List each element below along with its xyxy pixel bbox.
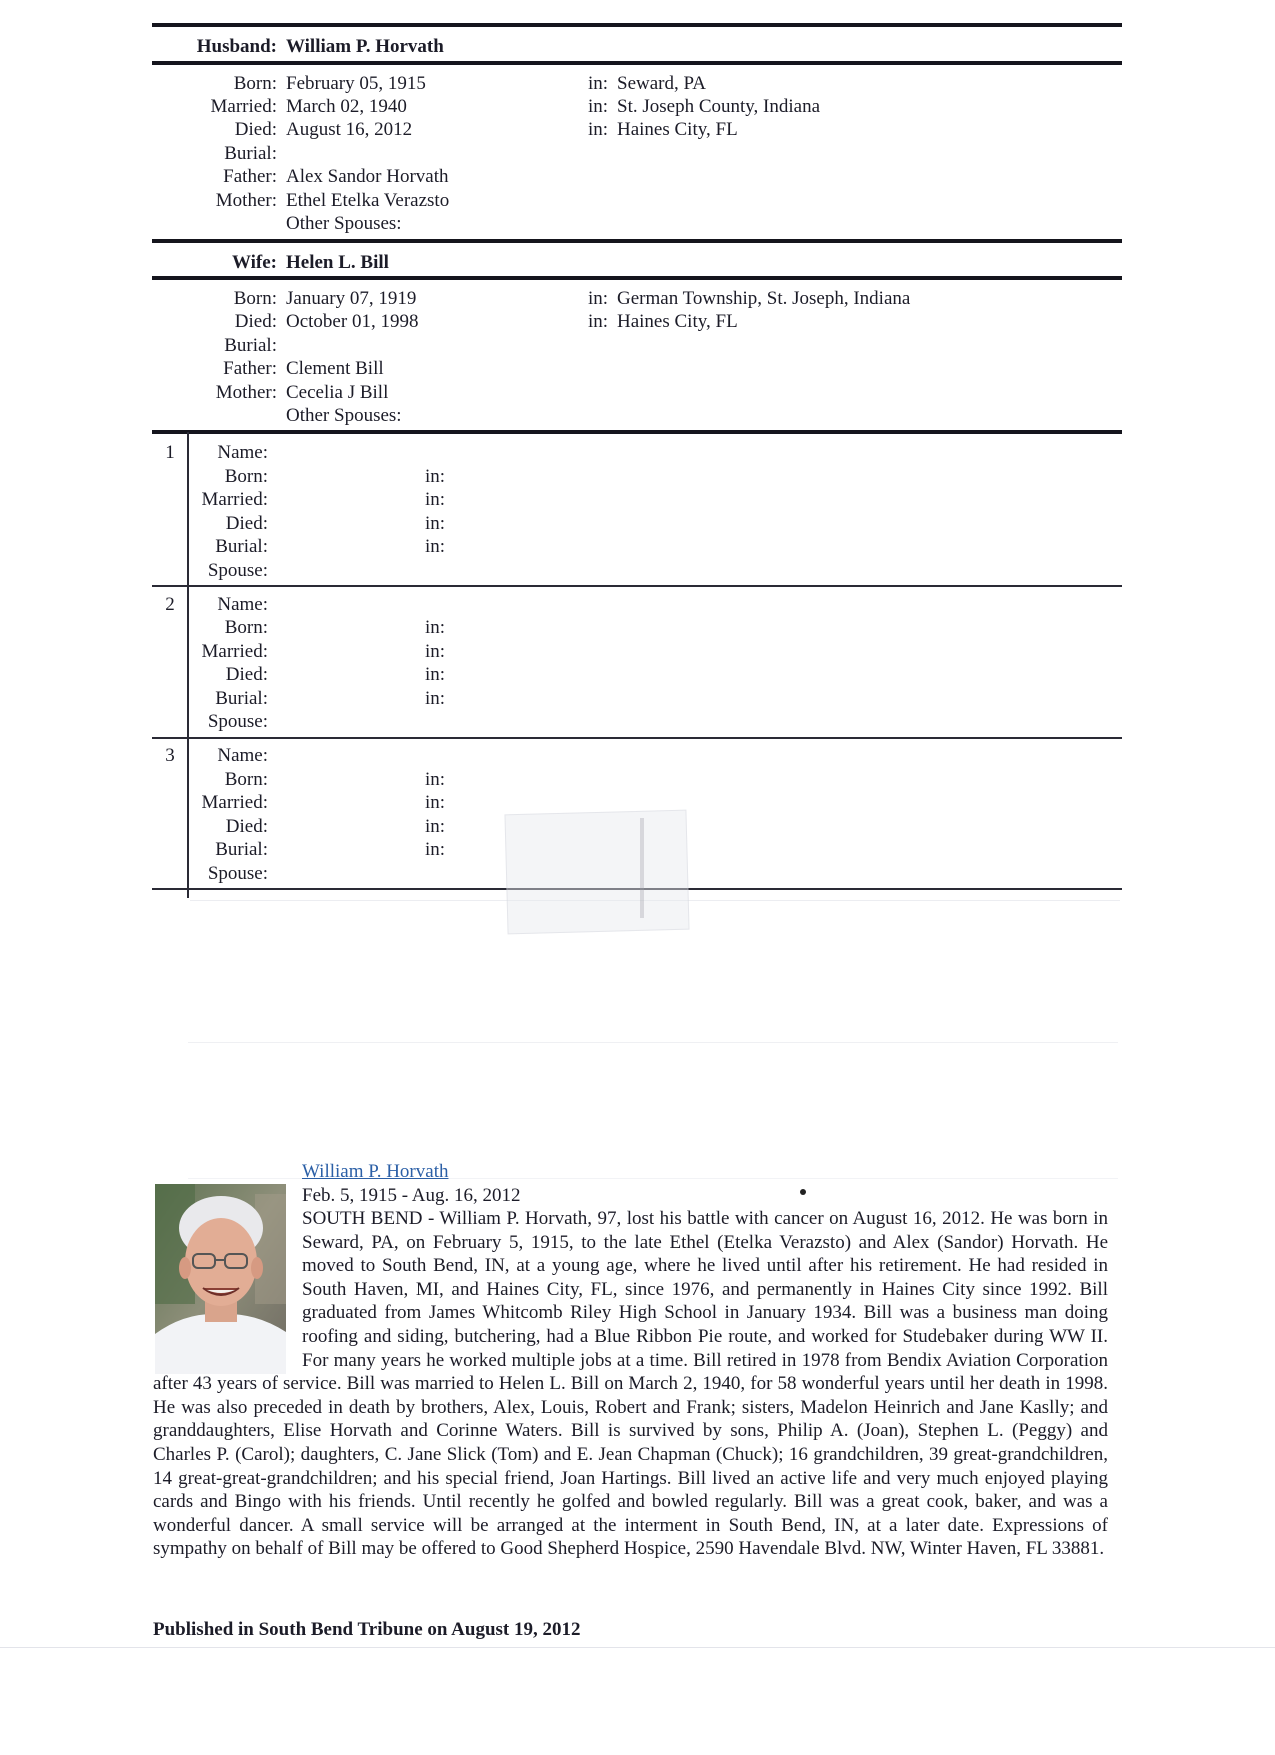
child-2-died-in: in: (425, 664, 446, 685)
husband-died-label: Died: (234, 119, 277, 140)
child-1-spouse-label: Spouse: (207, 560, 268, 581)
husband-born-label: Born: (233, 73, 277, 94)
wife-died-label: Died: (234, 311, 277, 332)
child-1-name-label: Name: (217, 442, 268, 463)
husband-born-in-label: in: (588, 73, 609, 94)
wife-name: Helen L. Bill (286, 252, 389, 273)
child-2-spouse-label: Spouse: (207, 711, 268, 732)
wife-died-in-label: in: (588, 311, 609, 332)
child-1-married-in: in: (425, 489, 446, 510)
child-1-number: 1 (165, 442, 175, 463)
child-1-born-label: Born: (224, 466, 268, 487)
tape-crease (640, 818, 644, 918)
wife-father: Clement Bill (286, 358, 384, 379)
wife-father-label: Father: (223, 358, 277, 379)
husband-bottom-rule (152, 61, 1122, 65)
child-3-burial-in: in: (425, 839, 446, 860)
child-3-married-in: in: (425, 792, 446, 813)
husband-married-place: St. Joseph County, Indiana (617, 96, 821, 117)
husband-name: William P. Horvath (286, 36, 444, 57)
child-1-married-label: Married: (201, 489, 268, 510)
wife-born-in-label: in: (588, 288, 609, 309)
wife-header-label: Wife: (231, 252, 277, 273)
child-3-number: 3 (165, 745, 175, 766)
child-2-born-in: in: (425, 617, 446, 638)
wife-top-rule (152, 239, 1122, 243)
child-3-born-in: in: (425, 769, 446, 790)
husband-father-label: Father: (223, 166, 277, 187)
children-top-rule (152, 430, 1122, 434)
husband-burial-label: Burial: (224, 143, 277, 164)
obituary-body (153, 1207, 1108, 1561)
husband-married-label: Married: (210, 96, 277, 117)
scan-bottom-edge (0, 1647, 1275, 1648)
obituary-dates: Feb. 5, 1915 - Aug. 16, 2012 (302, 1185, 521, 1206)
child-2-burial-in: in: (425, 688, 446, 709)
child-3-burial-label: Burial: (215, 839, 268, 860)
child-3-died-label: Died: (225, 816, 268, 837)
child-2-divider (152, 737, 1122, 739)
child-1-divider (152, 585, 1122, 587)
husband-died-date: August 16, 2012 (286, 119, 413, 140)
child-2-married-in: in: (425, 641, 446, 662)
husband-born-date: February 05, 1915 (286, 73, 426, 94)
obituary-name-link[interactable]: William P. Horvath (302, 1161, 449, 1182)
obituary-body-text: SOUTH BEND - William P. Horvath, 97, lost his battle with cancer on August 16, 2012. He was born in Seward, PA, on February 5, 1915, to the late Ethel (Etelka Verazsto) and Alex (Sandor) Horvath. He moved to South Bend, IN, at a young age, where he lived until after his retirement. He had resided in South Haven, MI, and Haines City, FL, since 1976, and permanently in Haines City since 1992. Bill graduated from James Whitcomb Riley High School in January 1934. Bill was a business man doing roofing and siding, butchering, had a Blue Ribbon Pie route, and worked for Studebaker during WW II. For many years he worked multiple jobs at a time. Bill retired in 1978 from Bendix Aviation Corporation after 43 years of service. Bill was married to Helen L. Bill on March 2, 1940, for 58 wonderful years until her death in 1998. He was also preceded in death by brothers, Alex, Louis, Robert and Frank; sisters, Madelon Heinrich and Jane Kaslly; and granddaughters, Elise Horvath and Corinne Waters. Bill is survived by sons, Philip A. (Joan), Stephen L. (Peggy) and Charles P. (Carol); daughters, C. Jane Slick (Tom) and E. Jean Chapman (Chuck); 16 grandchildren, 39 great-grandchildren, 14 great-great-grandchildren; and his special friend, Joan Hartings. Bill lived an active life and very much enjoyed playing cards and Bingo with his friends. Until recently he golfed and bowled regularly. Bill was a great cook, baker, and was a wonderful dancer. A small service will be arranged at the interment in South Bend, IN, at a later date. Expressions of sympathy on behalf of Bill may be offered to Good Shepherd Hospice, 2590 Havendale Blvd. NW, Winter Haven, FL 33881. (153, 1208, 1108, 1560)
wife-mother-label: Mother: (215, 382, 277, 403)
wife-born-label: Born: (233, 288, 277, 309)
wife-died-date: October 01, 1998 (286, 311, 419, 332)
husband-died-in-label: in: (588, 119, 609, 140)
child-2-born-label: Born: (224, 617, 268, 638)
child-2-died-label: Died: (225, 664, 268, 685)
wife-mother: Cecelia J Bill (286, 382, 389, 403)
husband-born-place: Seward, PA (617, 73, 707, 94)
child-2-burial-label: Burial: (215, 688, 268, 709)
wife-born-date: January 07, 1919 (286, 288, 417, 309)
child-3-died-in: in: (425, 816, 446, 837)
wife-bottom-rule (152, 276, 1122, 280)
husband-died-place: Haines City, FL (617, 119, 738, 140)
child-3-married-label: Married: (201, 792, 268, 813)
husband-top-rule (152, 23, 1122, 27)
tape-piece (504, 810, 689, 935)
child-1-born-in: in: (425, 466, 446, 487)
child-1-burial-label: Burial: (215, 536, 268, 557)
child-2-number: 2 (165, 594, 175, 615)
child-3-born-label: Born: (224, 769, 268, 790)
husband-other-spouses-label: Other Spouses: (286, 213, 402, 234)
child-3-name-label: Name: (217, 745, 268, 766)
child-1-died-label: Died: (225, 513, 268, 534)
husband-married-in-label: in: (588, 96, 609, 117)
child-2-married-label: Married: (201, 641, 268, 662)
obituary-publication: Published in South Bend Tribune on August 19, 2012 (153, 1619, 581, 1640)
husband-mother: Ethel Etelka Verazsto (286, 190, 450, 211)
wife-other-spouses-label: Other Spouses: (286, 405, 402, 426)
child-1-died-in: in: (425, 513, 446, 534)
wife-burial-label: Burial: (224, 335, 277, 356)
husband-father: Alex Sandor Horvath (286, 166, 449, 187)
husband-mother-label: Mother: (215, 190, 277, 211)
husband-header-label: Husband: (196, 36, 277, 57)
wife-born-place: German Township, St. Joseph, Indiana (617, 288, 911, 309)
paper-speck (800, 1189, 806, 1195)
husband-married-date: March 02, 1940 (286, 96, 407, 117)
child-1-burial-in: in: (425, 536, 446, 557)
child-2-name-label: Name: (217, 594, 268, 615)
child-3-spouse-label: Spouse: (207, 863, 268, 884)
wife-died-place: Haines City, FL (617, 311, 738, 332)
